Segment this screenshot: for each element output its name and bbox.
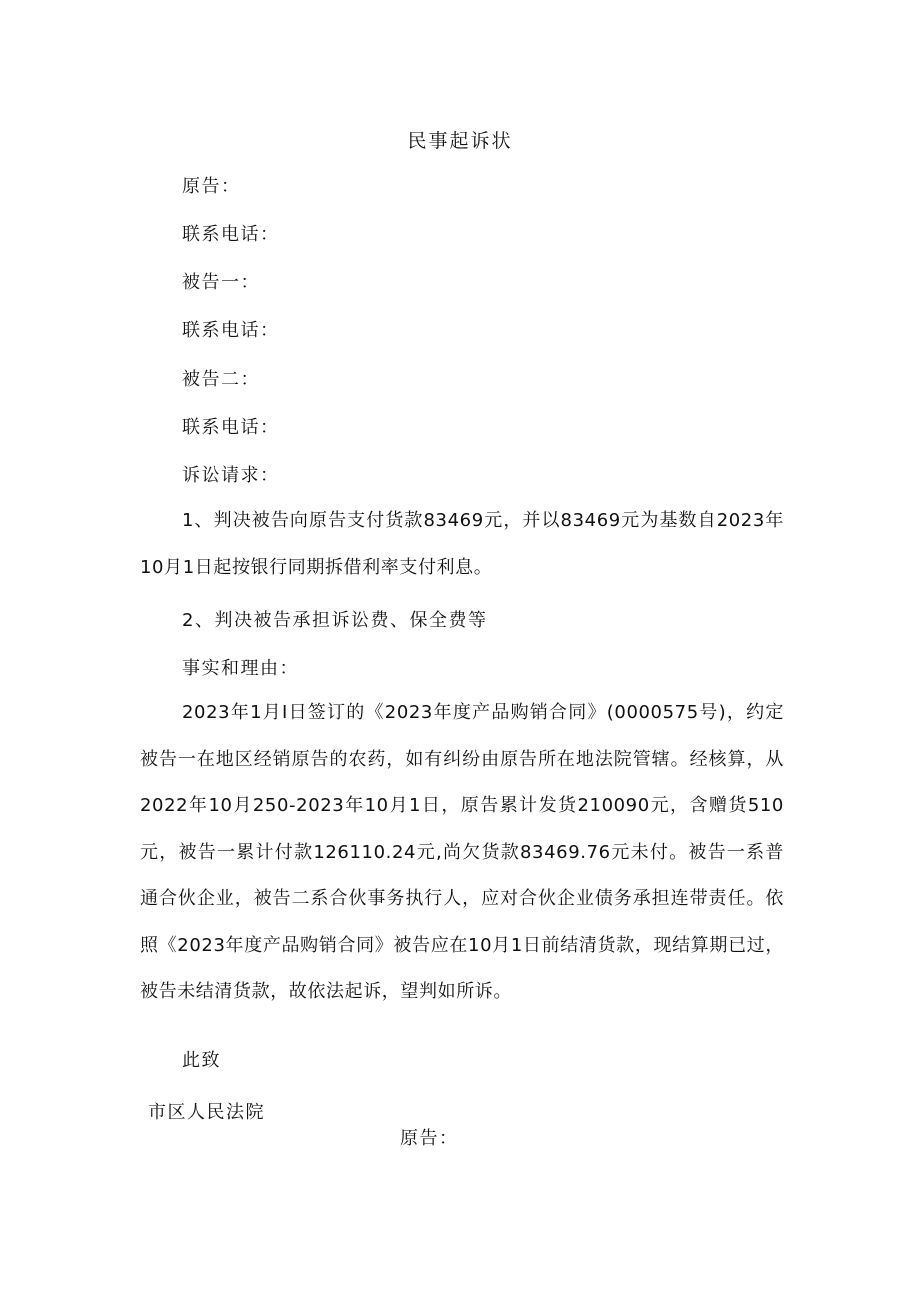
facts-heading: 事实和理由： xyxy=(182,658,299,679)
document-title: 民事起诉状 xyxy=(407,130,513,152)
court-name: 市区人民法院 xyxy=(148,1102,265,1123)
defendant2-phone-label: 联系电话： xyxy=(182,417,280,438)
signature-label: 原告： xyxy=(400,1128,459,1149)
plaintiff-label: 原告： xyxy=(182,176,241,197)
defendant1-phone-label: 联系电话： xyxy=(182,320,280,341)
claim-2: 2、判决被告承担诉讼费、保全费等 xyxy=(182,610,488,631)
plaintiff-phone-label: 联系电话： xyxy=(182,224,280,245)
claims-heading: 诉讼请求： xyxy=(182,465,280,486)
claim-1: 1、判决被告向原告支付货款83469元，并以83469元为基数自2023年10月1日起按银行同期拆借利率支付利息。 xyxy=(140,510,784,578)
defendant2-label: 被告二： xyxy=(182,369,260,390)
closing-salutation: 此致 xyxy=(182,1050,221,1071)
defendant1-label: 被告一： xyxy=(182,272,260,293)
facts-body: 2023年1月I日签订的《2023年度产品购销合同》(0000575号)，约定被告一在地区经销原告的农药，如有纠纷由原告所在地法院管辖。经核算，从2022年10月250-2023年10月1日，原告累计发货210090元，含赠货510元，被告一累计付款126110.24元,尚欠货款83469.76元未付。被告一系普通合伙企业，被告二系合伙事务执行人，应对合伙企业债务承担连带责任。依照《2023年度产品购销合同》被告应在10月1日前结清货款，现结算期已过，被告未结清货款，故依法起诉，望判如所诉。 xyxy=(140,702,784,1002)
